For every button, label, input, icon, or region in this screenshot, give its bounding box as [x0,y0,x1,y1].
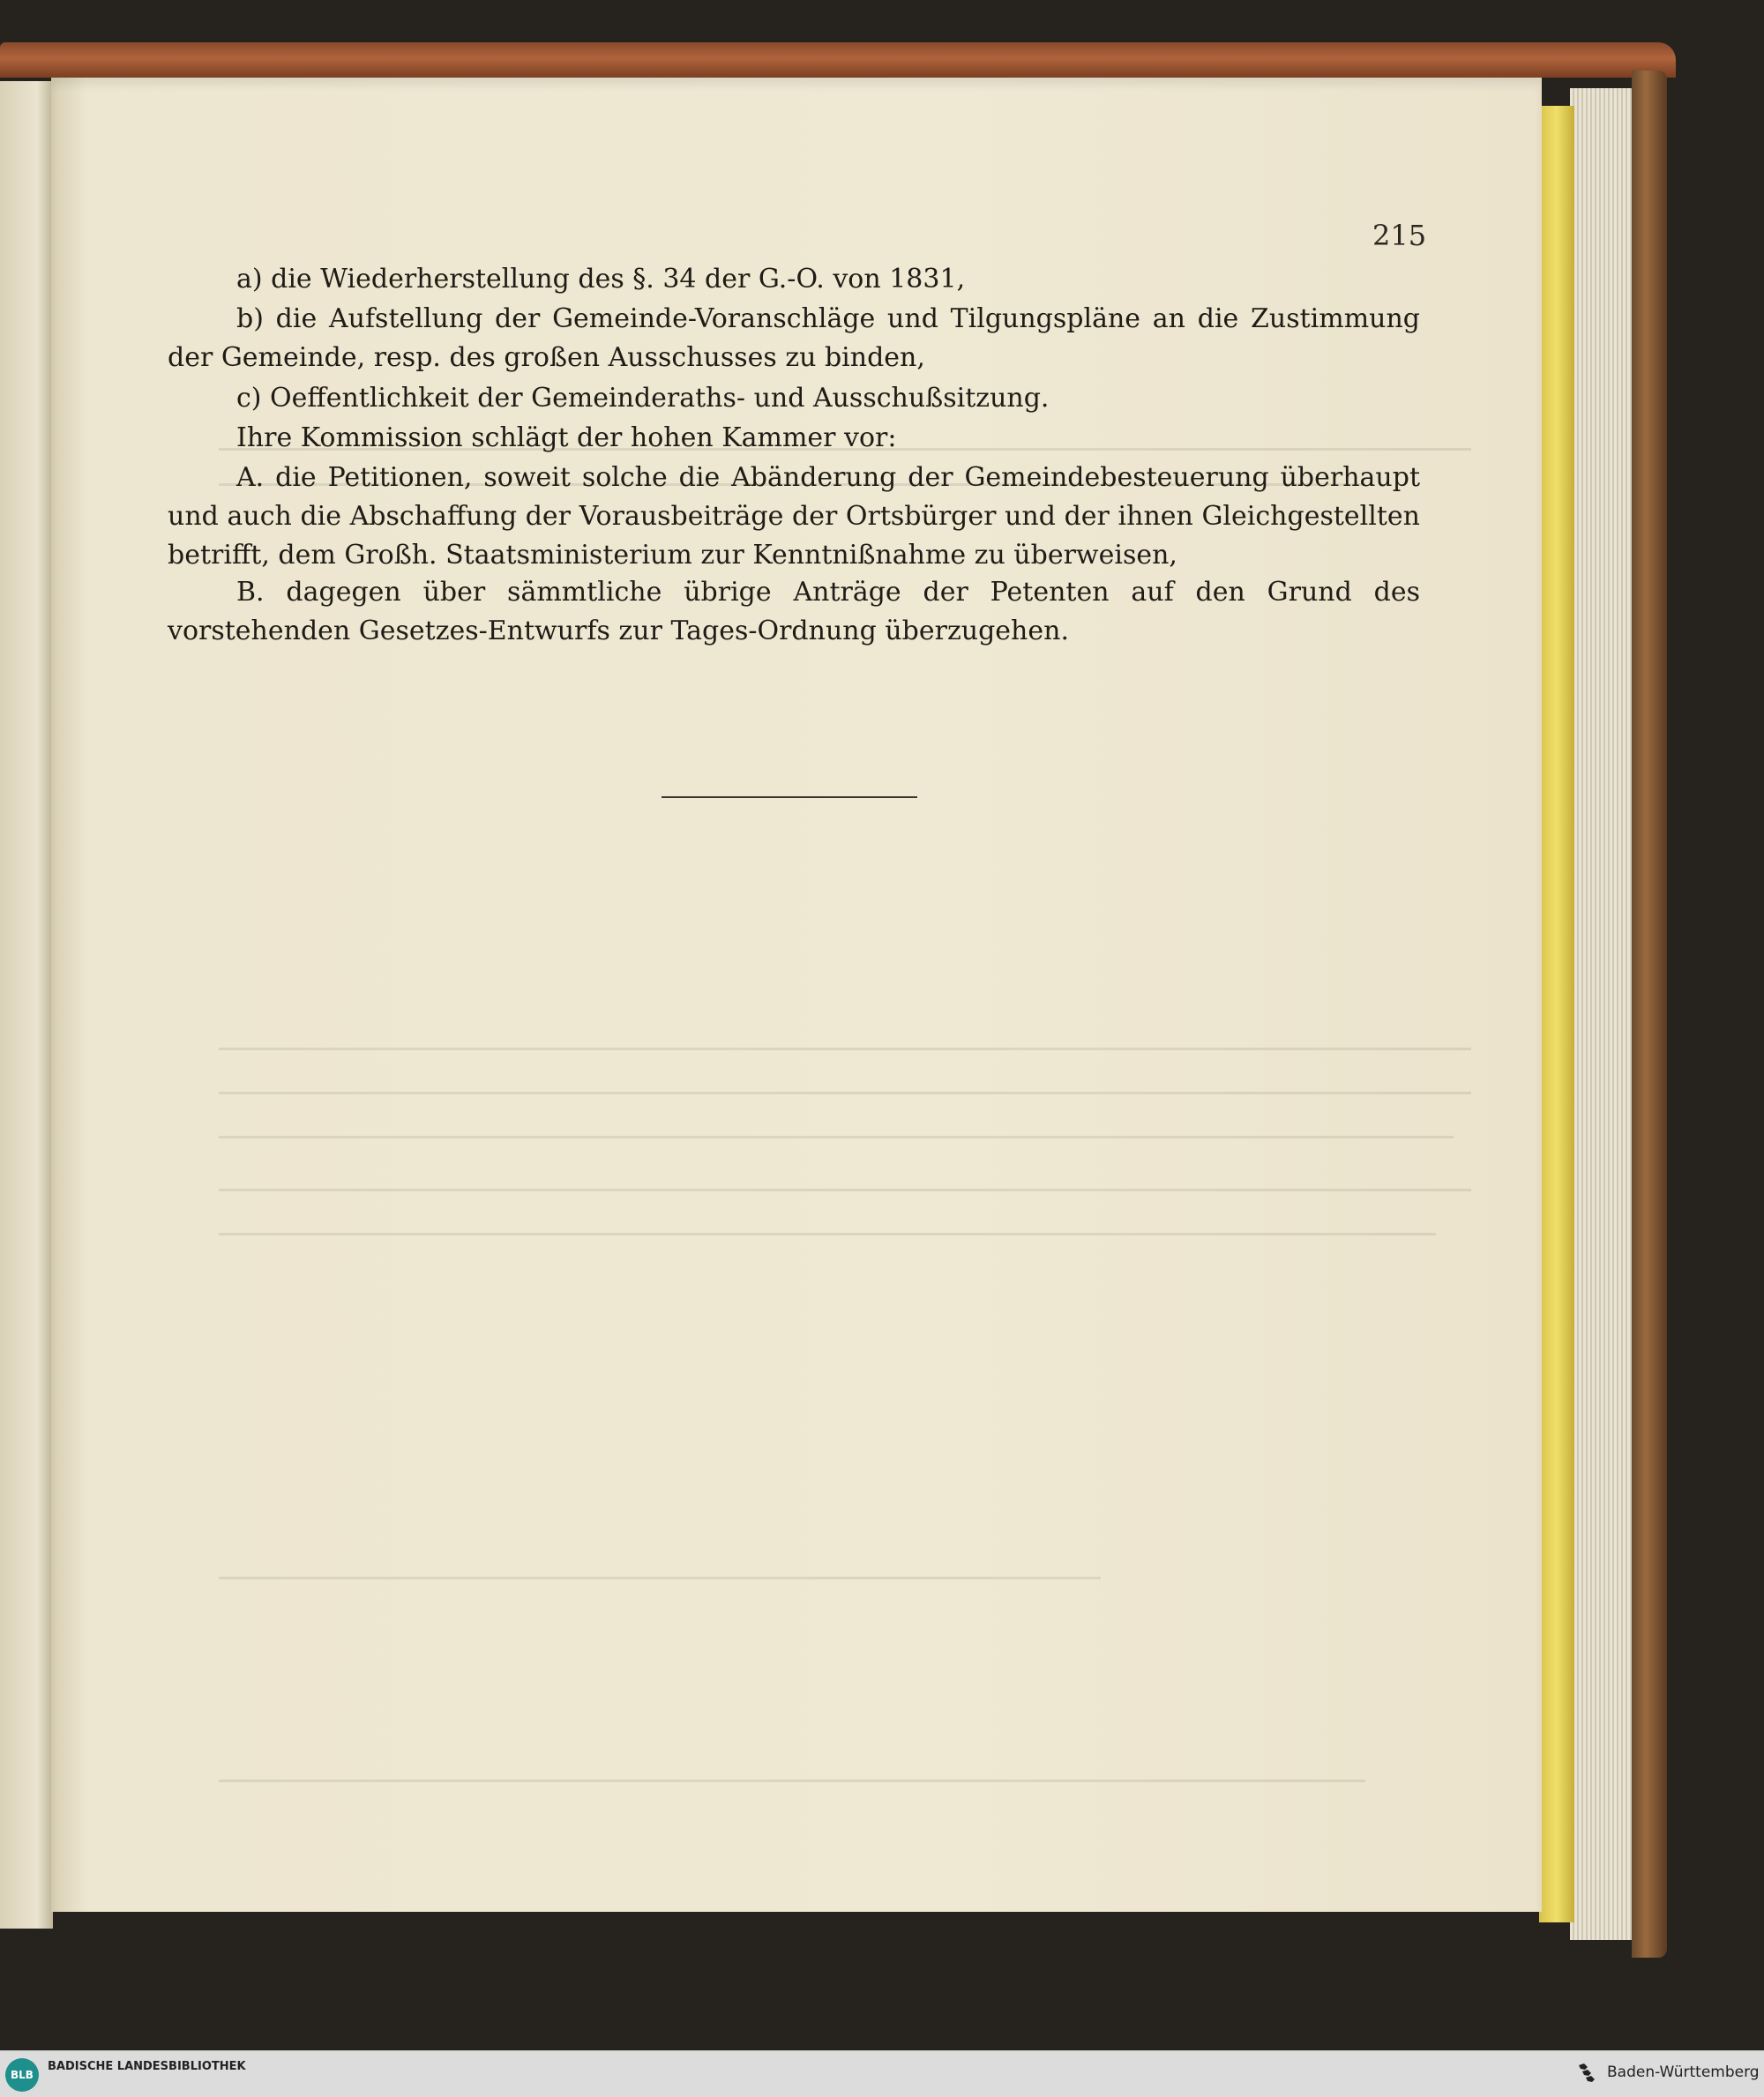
state-name: Baden-Württemberg [1607,2063,1760,2081]
book-cover-top [0,42,1676,78]
blb-logo: BLB [5,2058,39,2092]
commission-proposal: Ihre Kommission schlägt der hohen Kammer vor: [236,422,897,453]
page-number: 215 [1372,219,1427,252]
library-name: BADISCHE LANDESBIBLIOTHEK [48,2060,246,2073]
bleed-through-line [219,1092,1471,1094]
bleed-through-line [219,1189,1471,1191]
gilt-edge [1539,106,1574,1922]
section-divider [662,796,917,798]
book-cover-right [1632,71,1667,1958]
bleed-through-line [219,1780,1365,1782]
proposal-b: B. dagegen über sämmtliche übrige Anträge der Petenten auf den Grund des vorstehenden Gesetzes-Entwurfs zur Tages-Ordnung überzugehen. [168,577,1420,646]
bleed-through-line [219,1048,1471,1050]
proposal-a: A. die Petitionen, soweit solche die Abänderung der Gemeindebesteuerung überhaupt und auch die Abschaffung der Vorausbeiträge der Ortsbürger und der ihnen Gleichgestellten betrifft, dem Großh. Staatsministerium zur Kenntnißnahme zu überweisen, [168,462,1420,571]
item-a: a) die Wiederherstellung des §. 34 der G.-O. von 1831, [236,264,966,295]
bleed-through-line [219,1577,1101,1579]
bleed-through-line [219,1136,1454,1138]
left-page-edge [0,81,53,1929]
item-b: b) die Aufstellung der Gemeinde-Voranschläge und Tilgungspläne an die Zustimmung der Gemeinde, resp. des großen Ausschusses zu binden, [168,303,1420,373]
baden-wuerttemberg-lions-icon [1577,2062,1600,2086]
bleed-through-line [219,1233,1436,1235]
footer-bar [0,2050,1764,2097]
page-edges [1570,88,1632,1940]
item-c: c) Oeffentlichkeit der Gemeinderaths- und Ausschußsitzung. [236,383,1050,414]
